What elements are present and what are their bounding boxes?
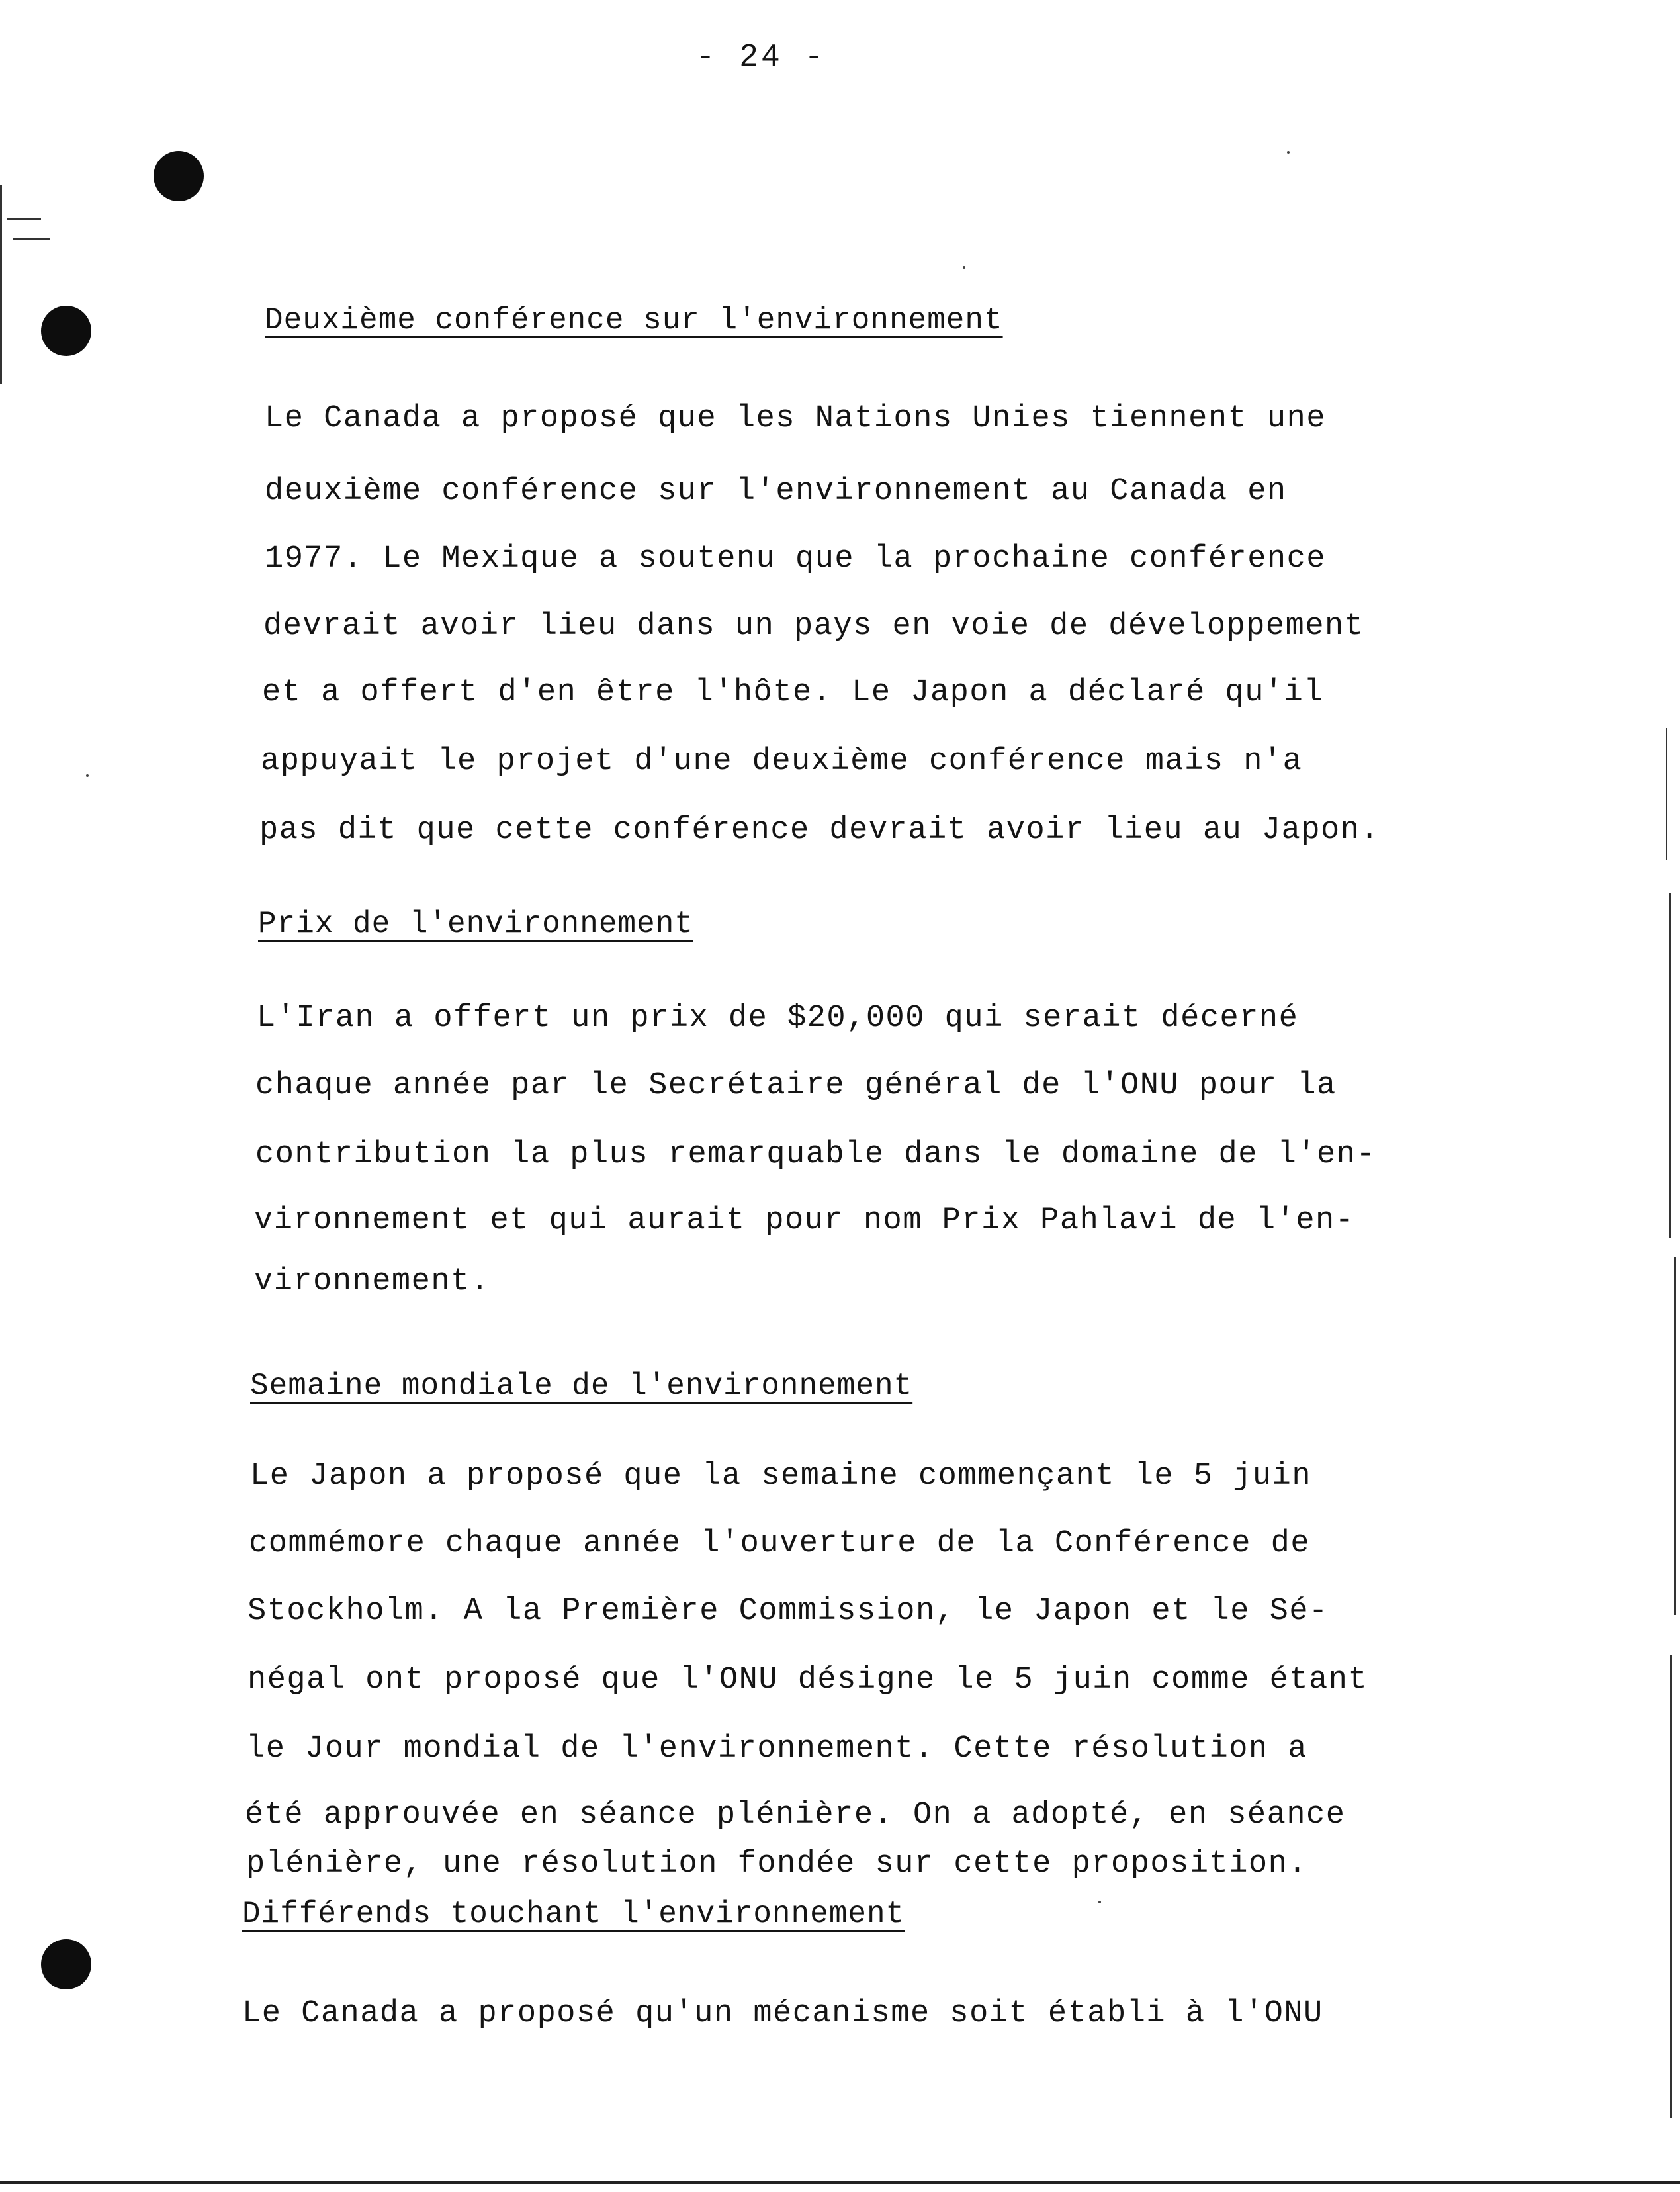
punch-hole-top	[154, 151, 204, 201]
edge-mark	[1670, 1655, 1672, 2118]
section-heading: Deuxième conférence sur l'environnement	[265, 303, 1003, 338]
paragraph-line: le Jour mondial de l'environnement. Cette résolution a	[246, 1731, 1308, 1766]
edge-mark	[1674, 1257, 1676, 1615]
speck	[1098, 1901, 1101, 1903]
paragraph-line: vironnement.	[254, 1264, 490, 1299]
paragraph-line: contribution la plus remarquable dans le domaine de l'en-	[255, 1137, 1376, 1172]
paragraph-line: Le Canada a proposé que les Nations Unies tiennent une	[265, 401, 1327, 436]
margin-mark	[13, 238, 50, 240]
paragraph-line: devrait avoir lieu dans un pays en voie de développement	[263, 609, 1364, 644]
edge-mark	[1669, 893, 1671, 1238]
punch-hole-bottom	[41, 1939, 91, 1989]
paragraph-line: négal ont proposé que l'ONU désigne le 5 juin comme étant	[247, 1663, 1368, 1698]
paragraph-line: vironnement et qui aurait pour nom Prix Pahlavi de l'en-	[254, 1203, 1355, 1238]
paragraph-line: Stockholm. A la Première Commission, le Japon et le Sé-	[247, 1594, 1329, 1629]
paragraph-line: commémore chaque année l'ouverture de la Conférence de	[249, 1526, 1311, 1561]
speck	[86, 774, 89, 777]
paragraph-line: Le Canada a proposé qu'un mécanisme soit établi à l'ONU	[242, 1996, 1323, 2031]
page-edge	[0, 2181, 1680, 2184]
paragraph-line: 1977. Le Mexique a soutenu que la prochaine conférence	[265, 541, 1327, 576]
paragraph-line: deuxième conférence sur l'environnement au Canada en	[265, 474, 1287, 509]
punch-hole-middle	[41, 306, 91, 356]
speck	[963, 266, 965, 269]
section-heading: Différends touchant l'environnement	[242, 1897, 905, 1931]
paragraph-line: Le Japon a proposé que la semaine commençant le 5 juin	[250, 1459, 1312, 1494]
paragraph-line: appuyait le projet d'une deuxième conférence mais n'a	[261, 744, 1303, 779]
paragraph-line: été approuvée en séance plénière. On a adopté, en séance	[245, 1798, 1346, 1833]
paragraph-line: et a offert d'en être l'hôte. Le Japon a déclaré qu'il	[262, 675, 1324, 710]
margin-mark	[7, 218, 41, 220]
paragraph-line: L'Iran a offert un prix de $20,000 qui serait décerné	[257, 1001, 1299, 1036]
speck	[1287, 151, 1290, 154]
paragraph-line: pas dit que cette conférence devrait avoir lieu au Japon.	[259, 813, 1380, 848]
section-heading: Prix de l'environnement	[258, 907, 693, 941]
section-heading: Semaine mondiale de l'environnement	[250, 1369, 913, 1403]
paragraph-line: plénière, une résolution fondée sur cette proposition.	[246, 1847, 1308, 1882]
edge-mark	[1666, 728, 1667, 860]
page-number: - 24 -	[695, 40, 826, 75]
paragraph-line: chaque année par le Secrétaire général de l'ONU pour la	[255, 1068, 1337, 1103]
margin-mark	[0, 185, 2, 384]
